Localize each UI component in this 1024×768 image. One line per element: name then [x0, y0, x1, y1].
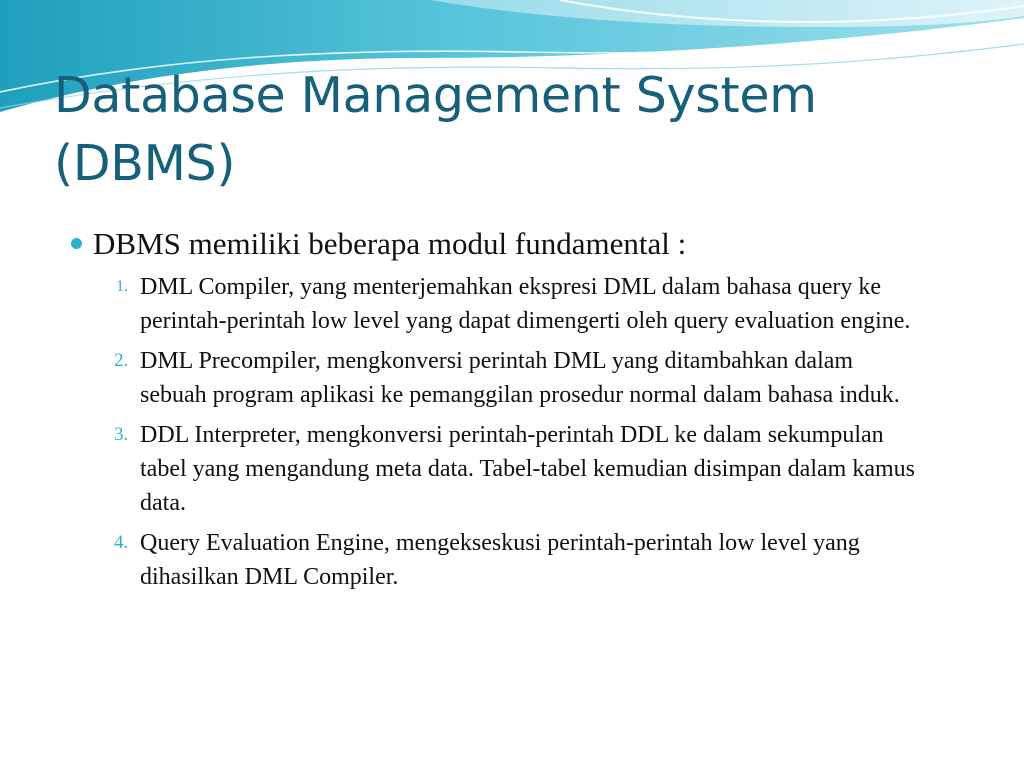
- list-item-text: DML Precompiler, mengkonversi perintah DML yang ditambahkan dalam sebuah program aplikasi ke pemanggilan prosedur normal dalam bahasa induk.: [140, 348, 900, 408]
- list-item-text: Query Evaluation Engine, mengekseskusi perintah-perintah low level yang dihasilkan DML Compiler.: [140, 530, 860, 590]
- list-number: 1.: [116, 278, 128, 295]
- list-item-text: DDL Interpreter, mengkonversi perintah-perintah DDL ke dalam sekumpulan tabel yang mengandung meta data. Tabel-tabel kemudian disimpan dalam kamus data.: [140, 422, 915, 516]
- list-number: 2.: [114, 350, 129, 371]
- list-item-text: DML Compiler, yang menterjemahkan ekspresi DML dalam bahasa query ke perintah-perintah low level yang dapat dimengerti oleh query evaluation engine.: [140, 274, 911, 334]
- bullet-item: [66, 222, 986, 266]
- slide-title: Database Management System (DBMS): [54, 67, 817, 192]
- list-number: 4.: [114, 532, 129, 553]
- list-item: [114, 526, 920, 594]
- list-item: [116, 270, 920, 338]
- bullet-dot-icon: [71, 238, 82, 249]
- list-item: [114, 418, 920, 520]
- list-item: [114, 344, 920, 412]
- module-list: [66, 270, 986, 594]
- slide-body: [66, 222, 986, 600]
- list-number: 3.: [114, 424, 129, 445]
- bullet-text: DBMS memiliki beberapa modul fundamental :: [93, 226, 687, 261]
